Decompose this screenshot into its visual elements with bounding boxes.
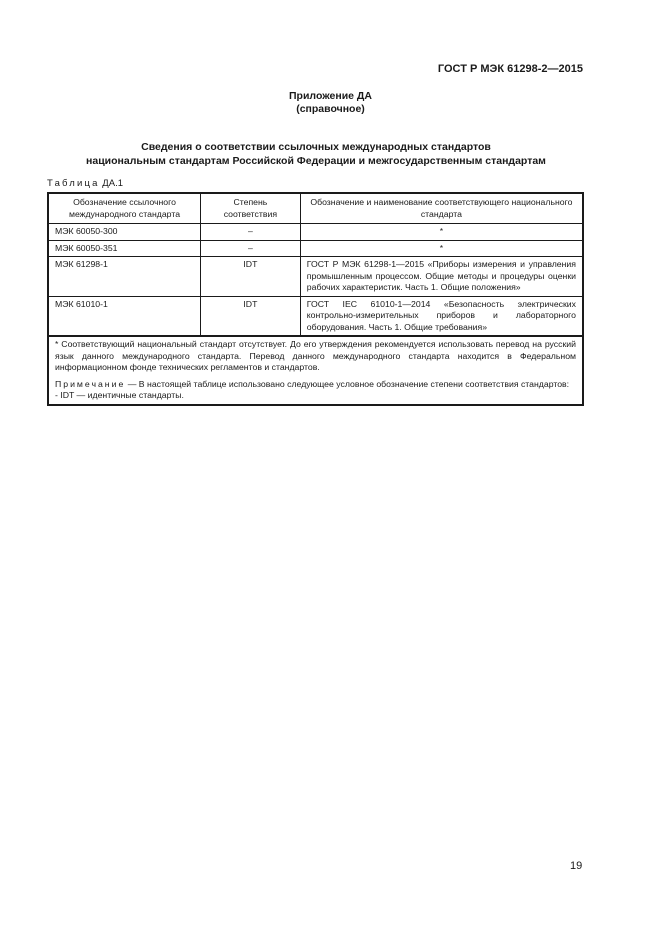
table-row — [48, 257, 583, 297]
cell-degree: – — [201, 224, 301, 241]
annex-subtitle: (справочное) — [296, 103, 365, 115]
table-caption-word: Таблица — [47, 178, 100, 189]
heading-line-1: Сведения о соответствии ссылочных международных стандартов — [141, 141, 491, 153]
document-code: ГОСТ Р МЭК 61298-2—2015 — [437, 63, 583, 75]
correspondence-table — [47, 192, 584, 406]
column-header-degree: Степень соответствия — [201, 193, 301, 224]
table-row — [48, 224, 583, 241]
table-caption-number: ДА.1 — [102, 178, 123, 189]
cell-national: ГОСТ IEC 61010-1—2014 «Безопасность электрических контрольно-измерительных приборов и лабораторного оборудования. Часть 1. Общие требования» — [300, 296, 583, 336]
section-heading — [0, 140, 632, 168]
cell-national: * — [300, 224, 583, 241]
cell-intl: МЭК 60050-351 — [48, 240, 201, 257]
page-number: 19 — [570, 860, 583, 872]
note-label: Примечание — [55, 378, 126, 389]
footnote-text: * Соответствующий национальный стандарт отсутствует. До его утверждения рекомендуется использовать перевод на русский язык данного международного стандарта. Перевод данного международного стандарта находится в Федеральном информационном фонде технических регламентов и стандартов. — [55, 339, 576, 372]
note-text: — В настоящей таблице использовано следующее условное обозначение степени соответствия стандартов: — [125, 378, 570, 389]
column-header-intl: Обозначение ссылочного международного стандарта — [48, 193, 201, 224]
table-caption — [47, 178, 123, 189]
column-header-national: Обозначение и наименование соответствующего национального стандарта — [300, 193, 583, 224]
heading-line-2: национальным стандартам Российской Федерации и межгосударственным стандартам — [86, 155, 546, 167]
table-row — [48, 296, 583, 336]
annex-title: Приложение ДА — [289, 90, 372, 102]
cell-intl: МЭК 61298-1 — [48, 257, 201, 297]
cell-degree: IDT — [201, 296, 301, 336]
footnote-cell — [48, 336, 583, 405]
cell-degree: IDT — [201, 257, 301, 297]
note-paragraph — [55, 379, 576, 391]
cell-intl: МЭК 61010-1 — [48, 296, 201, 336]
table-row — [48, 240, 583, 257]
cell-national: * — [300, 240, 583, 257]
table-header-row — [48, 193, 583, 224]
cell-national: ГОСТ Р МЭК 61298-1—2015 «Приборы измерения и управления промышленным процессом. Общие методы и процедуры оценки рабочих характеристик. Часть 1. Общие положения» — [300, 257, 583, 297]
note-item: - IDT — идентичные стандарты. — [55, 390, 184, 400]
cell-degree: – — [201, 240, 301, 257]
table-footnote-row — [48, 336, 583, 405]
cell-intl: МЭК 60050-300 — [48, 224, 201, 241]
annex-title-block — [0, 90, 661, 116]
